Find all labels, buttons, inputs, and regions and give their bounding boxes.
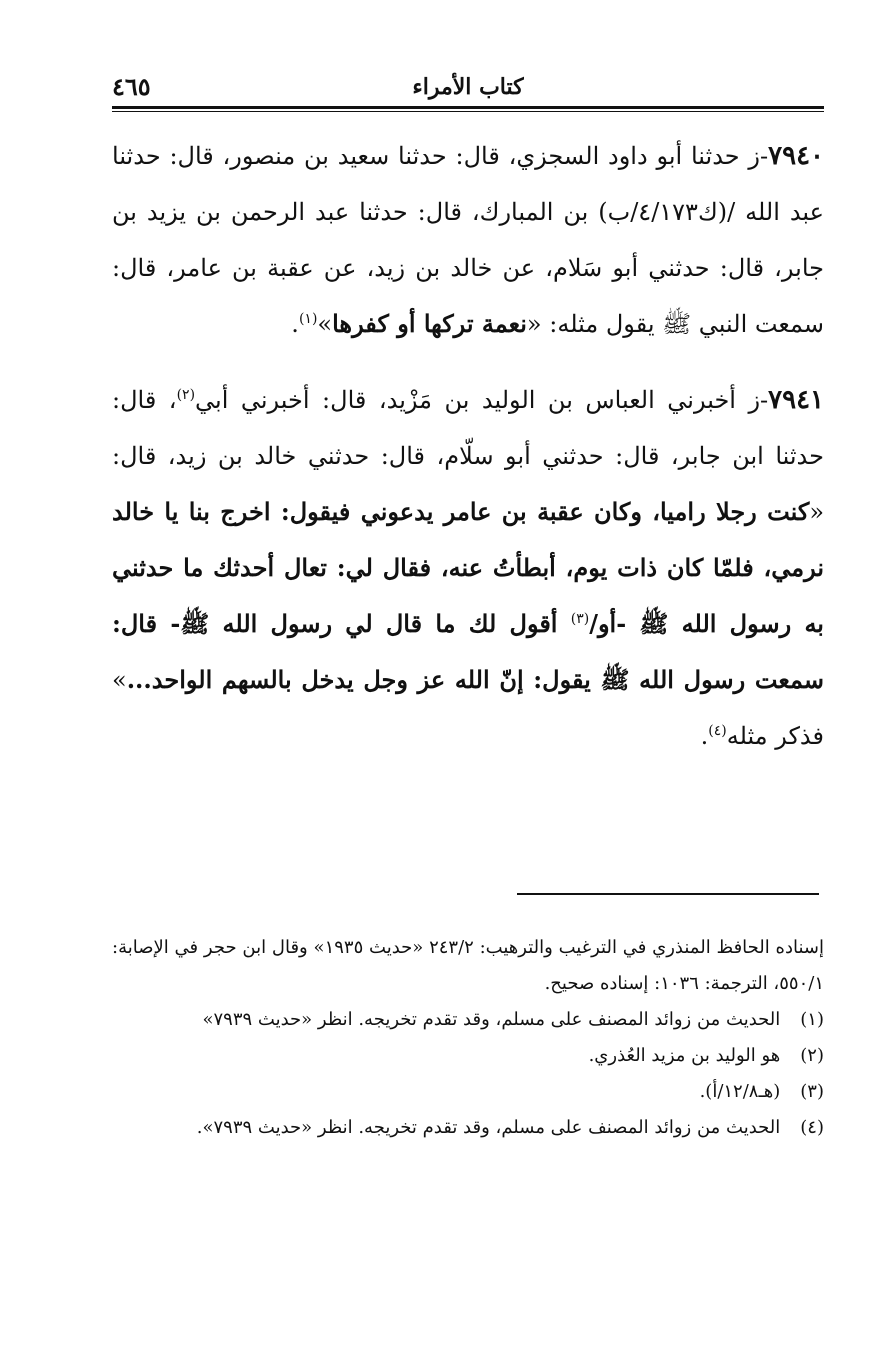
footnote-2 bbox=[112, 1038, 824, 1074]
hadith-end: . bbox=[700, 722, 709, 750]
header-rule-thin bbox=[112, 111, 824, 112]
footnote-3 bbox=[112, 1074, 824, 1110]
page-header bbox=[112, 70, 824, 104]
footnote-ref: (٤) bbox=[708, 723, 727, 739]
page-number: ٤٦٥ bbox=[112, 72, 151, 101]
hadith-close-quote: » فذكر مثله bbox=[112, 666, 824, 750]
hadith-7940 bbox=[112, 128, 824, 352]
hadith-number: ٧٩٤٠ bbox=[768, 141, 824, 171]
footnote-separator bbox=[517, 893, 819, 895]
footnote-text: إسناده الحافظ المنذري في الترغيب والترهيب: ٢٤٣/٢ «حديث ١٩٣٥» وقال ابن حجر في الإصابة: ٥٥٠/١، الترجمة: ١٠٣٦: إسناده صحيح. bbox=[112, 937, 824, 994]
footnote-text: الحديث من زوائد المصنف على مسلم، وقد تقدم تخريجه. انظر «حديث ٧٩٣٩» bbox=[202, 1009, 781, 1030]
footnote-continuation bbox=[112, 930, 824, 1002]
footnote-4 bbox=[112, 1110, 824, 1146]
footnote-number: (٤) bbox=[800, 1117, 824, 1138]
footnote-number: (٢) bbox=[800, 1045, 824, 1066]
hadith-7941 bbox=[112, 372, 824, 764]
hadith-end: . bbox=[291, 310, 299, 338]
footnote-text: هو الوليد بن مزيد العُذري. bbox=[588, 1045, 781, 1066]
footnote-ref: (٢) bbox=[176, 387, 196, 403]
hadith-close-quote: » bbox=[317, 310, 333, 338]
footnote-number: (١) bbox=[800, 1009, 824, 1030]
footnote-1 bbox=[112, 1002, 824, 1038]
hadith-isnad: ، قال: حدثنا ابن جابر، قال: حدثني أبو سلّام، قال: حدثني خالد بن زيد، قال: « bbox=[112, 386, 824, 526]
hadith-intro: ز أخبرني العباس بن الوليد بن مَزْيد، قال: أخبرني أبي bbox=[195, 386, 761, 414]
hadith-matn-part-2: أقول لك ما قال لي رسول الله ﷺ- قال: سمعت رسول الله ﷺ يقول: إنّ الله عز وجل يدخل بالسهم الواحد... bbox=[112, 609, 824, 694]
footnote-ref: (١) bbox=[298, 311, 318, 327]
main-text bbox=[112, 128, 824, 764]
hadith-matn: نعمة تركها أو كفرها bbox=[332, 309, 527, 338]
hadith-isnad: ز حدثنا أبو داود السجزي، قال: حدثنا سعيد بن منصور، قال: حدثنا عبد الله /(ك٤/١٧٣/ب) بن المبارك، قال: حدثنا عبد الرحمن بن يزيد بن جابر، قال: حدثني أبو سَلام، عن خالد بن زيد، عن عقبة بن عامر، قال: سمعت النبي ﷺ يقول مثله: « bbox=[112, 142, 825, 338]
footnotes bbox=[112, 930, 824, 1146]
hadith-matn-part-1: كنت رجلا راميا، وكان عقبة بن عامر يدعوني فيقول: اخرج بنا يا خالد نرمي، فلمّا كان ذات يوم، أبطأتُ عنه، فقال لي: تعال أحدثك ما حدثني به رسول الله ﷺ -أو/ bbox=[112, 497, 824, 638]
hadith-dash: - bbox=[760, 386, 769, 414]
footnote-text: (هـ١٢/٨/أ). bbox=[699, 1081, 781, 1102]
hadith-number: ٧٩٤١ bbox=[768, 385, 825, 415]
footnote-ref: (٣) bbox=[570, 611, 590, 627]
hadith-dash: - bbox=[760, 142, 769, 170]
footnote-number: (٣) bbox=[800, 1081, 824, 1102]
running-title: كتاب الأمراء bbox=[412, 74, 524, 100]
header-rule-thick bbox=[112, 106, 824, 109]
footnote-text: الحديث من زوائد المصنف على مسلم، وقد تقدم تخريجه. انظر «حديث ٧٩٣٩». bbox=[196, 1117, 781, 1138]
